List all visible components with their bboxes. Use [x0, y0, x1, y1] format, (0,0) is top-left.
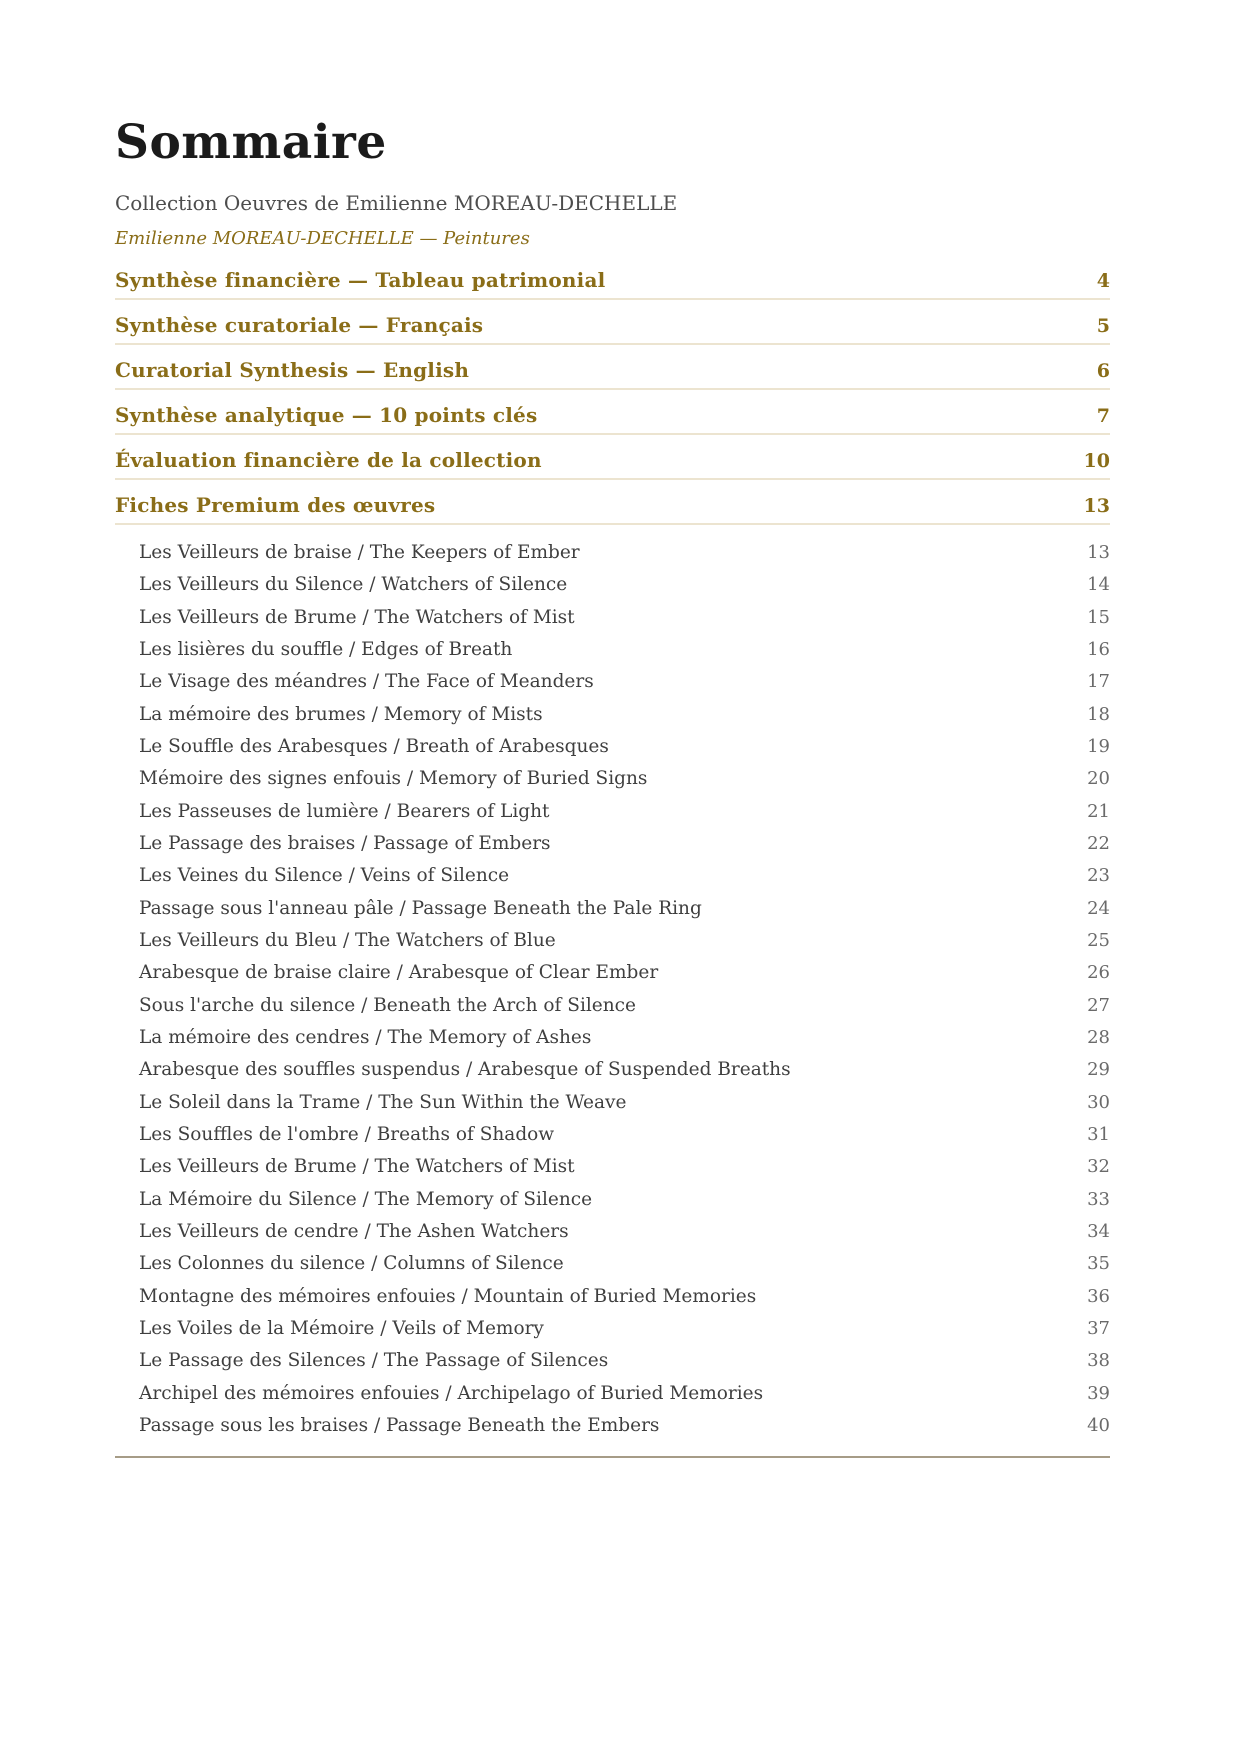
item-label: Les Passeuses de lumière / Bearers of Light: [139, 800, 550, 822]
toc-section-row[interactable]: [115, 300, 1110, 345]
item-page-number: 32: [1087, 1156, 1110, 1178]
toc-item-row[interactable]: [115, 569, 1110, 601]
toc-item-row[interactable]: [115, 1248, 1110, 1280]
toc-item-row[interactable]: [115, 634, 1110, 666]
item-label: Le Passage des Silences / The Passage of Silences: [139, 1350, 609, 1372]
item-label: La mémoire des brumes / Memory of Mists: [139, 703, 543, 725]
item-page-number: 35: [1087, 1253, 1110, 1275]
item-label: Les Veilleurs du Bleu / The Watchers of Blue: [139, 929, 556, 951]
item-label: Le Soleil dans la Trame / The Sun Within the Weave: [139, 1091, 627, 1113]
item-page-number: 13: [1087, 541, 1110, 563]
toc-sections: [115, 255, 1110, 525]
item-label: Les lisières du souffle / Edges of Breath: [139, 638, 513, 660]
toc-item-row[interactable]: [115, 1410, 1110, 1442]
toc-item-row[interactable]: [115, 1378, 1110, 1410]
item-page-number: 18: [1087, 703, 1110, 725]
item-page-number: 39: [1087, 1382, 1110, 1404]
artist-byline: Emilienne MOREAU-DECHELLE — Peintures: [115, 228, 530, 250]
item-page-number: 23: [1087, 865, 1110, 887]
item-label: Les Veilleurs de cendre / The Ashen Watchers: [139, 1221, 569, 1243]
section-page-number: 13: [1083, 494, 1110, 517]
toc-section-row[interactable]: [115, 345, 1110, 390]
item-label: Mémoire des signes enfouis / Memory of Buried Signs: [139, 768, 648, 790]
item-page-number: 33: [1087, 1188, 1110, 1210]
item-label: La mémoire des cendres / The Memory of Ashes: [139, 1027, 592, 1048]
collection-subtitle: Collection Oeuvres de Emilienne MOREAU-DECHELLE: [115, 191, 678, 216]
item-label: Arabesque de braise claire / Arabesque of Clear Ember: [139, 962, 659, 984]
item-page-number: 34: [1087, 1221, 1110, 1243]
section-page-number: 10: [1083, 449, 1110, 472]
page-title: Sommaire: [115, 115, 387, 170]
item-label: Les Veilleurs de Brume / The Watchers of Mist: [139, 606, 575, 628]
item-label: Les Veilleurs de Brume / The Watchers of Mist: [139, 1156, 575, 1178]
item-page-number: 40: [1087, 1415, 1110, 1437]
toc-item-row[interactable]: [115, 1087, 1110, 1119]
item-label: Montagne des mémoires enfouies / Mountain of Buried Memories: [139, 1285, 757, 1307]
item-page-number: 14: [1087, 574, 1110, 596]
toc-item-row[interactable]: [115, 763, 1110, 795]
item-label: Les Colonnes du silence / Columns of Silence: [139, 1253, 564, 1275]
section-label: Synthèse financière — Tableau patrimonial: [115, 267, 606, 292]
toc-item-row[interactable]: [115, 925, 1110, 957]
item-page-number: 25: [1087, 929, 1110, 951]
item-page-number: 21: [1087, 800, 1110, 822]
item-label: Passage sous les braises / Passage Beneath the Embers: [139, 1415, 660, 1437]
toc-item-row[interactable]: [115, 796, 1110, 828]
item-page-number: 38: [1087, 1350, 1110, 1372]
item-page-number: 29: [1087, 1059, 1110, 1081]
item-label: Sous l'arche du silence / Beneath the Arch of Silence: [139, 994, 636, 1016]
toc-item-row[interactable]: [115, 957, 1110, 989]
item-page-number: 20: [1087, 768, 1110, 790]
item-page-number: 27: [1087, 994, 1110, 1016]
toc-section-row[interactable]: [115, 435, 1110, 480]
item-label: Les Veilleurs de braise / The Keepers of Ember: [139, 541, 580, 563]
item-label: Les Veines du Silence / Veins of Silence: [139, 865, 510, 887]
toc-item-row[interactable]: [115, 1281, 1110, 1313]
section-page-number: 4: [1096, 269, 1110, 292]
item-page-number: 36: [1087, 1285, 1110, 1307]
item-label: Passage sous l'anneau pâle / Passage Beneath the Pale Ring: [139, 897, 702, 919]
toc-item-row[interactable]: [115, 1151, 1110, 1183]
section-page-number: 7: [1096, 404, 1110, 427]
item-label: Le Visage des méandres / The Face of Meanders: [139, 671, 594, 693]
toc-item-row[interactable]: [115, 990, 1110, 1022]
item-label: Les Souffles de l'ombre / Breaths of Shadow: [139, 1124, 555, 1146]
item-page-number: 15: [1087, 606, 1110, 628]
toc-item-row[interactable]: [115, 537, 1110, 569]
item-page-number: 26: [1087, 962, 1110, 984]
toc-item-row[interactable]: [115, 1054, 1110, 1086]
bottom-divider: [115, 1456, 1110, 1458]
section-label: Synthèse analytique — 10 points clés: [115, 402, 538, 427]
toc-item-row[interactable]: [115, 699, 1110, 731]
toc-item-row[interactable]: [115, 1313, 1110, 1345]
section-label: Fiches Premium des œuvres: [115, 492, 436, 517]
toc-section-row[interactable]: [115, 390, 1110, 435]
item-page-number: 22: [1087, 832, 1110, 854]
toc-item-row[interactable]: [115, 1119, 1110, 1151]
item-label: Les Voiles de la Mémoire / Veils of Memory: [139, 1318, 544, 1340]
item-label: La Mémoire du Silence / The Memory of Silence: [139, 1188, 593, 1210]
item-label: Le Souffle des Arabesques / Breath of Arabesques: [139, 735, 609, 757]
toc-item-row[interactable]: [115, 828, 1110, 860]
toc-section-row[interactable]: [115, 480, 1110, 525]
item-page-number: 19: [1087, 735, 1110, 757]
section-page-number: 5: [1096, 314, 1110, 337]
item-label: Les Veilleurs du Silence / Watchers of Silence: [139, 574, 568, 596]
toc-items: [115, 537, 1110, 1443]
toc-item-row[interactable]: [115, 1345, 1110, 1377]
item-page-number: 37: [1087, 1318, 1110, 1340]
toc-item-row[interactable]: [115, 602, 1110, 634]
section-page-number: 6: [1096, 359, 1110, 382]
item-label: Arabesque des souffles suspendus / Arabesque of Suspended Breaths: [139, 1059, 791, 1081]
item-label: Le Passage des braises / Passage of Embers: [139, 832, 551, 854]
toc-item-row[interactable]: [115, 731, 1110, 763]
toc-item-row[interactable]: [115, 666, 1110, 698]
item-page-number: 30: [1087, 1091, 1110, 1113]
toc-item-row[interactable]: [115, 860, 1110, 892]
item-page-number: 28: [1087, 1027, 1110, 1048]
toc-item-row[interactable]: [115, 1184, 1110, 1216]
toc-section-row[interactable]: [115, 255, 1110, 300]
item-page-number: 16: [1087, 638, 1110, 660]
item-page-number: 24: [1087, 897, 1110, 919]
section-label: Synthèse curatoriale — Français: [115, 312, 484, 337]
item-page-number: 17: [1087, 671, 1110, 693]
toc-item-row[interactable]: [115, 1022, 1110, 1054]
item-label: Archipel des mémoires enfouies / Archipelago of Buried Memories: [139, 1382, 764, 1404]
section-label: Curatorial Synthesis — English: [115, 357, 470, 382]
item-page-number: 31: [1087, 1124, 1110, 1146]
toc-item-row[interactable]: [115, 893, 1110, 925]
toc-item-row[interactable]: [115, 1216, 1110, 1248]
section-label: Évaluation financière de la collection: [115, 447, 542, 472]
